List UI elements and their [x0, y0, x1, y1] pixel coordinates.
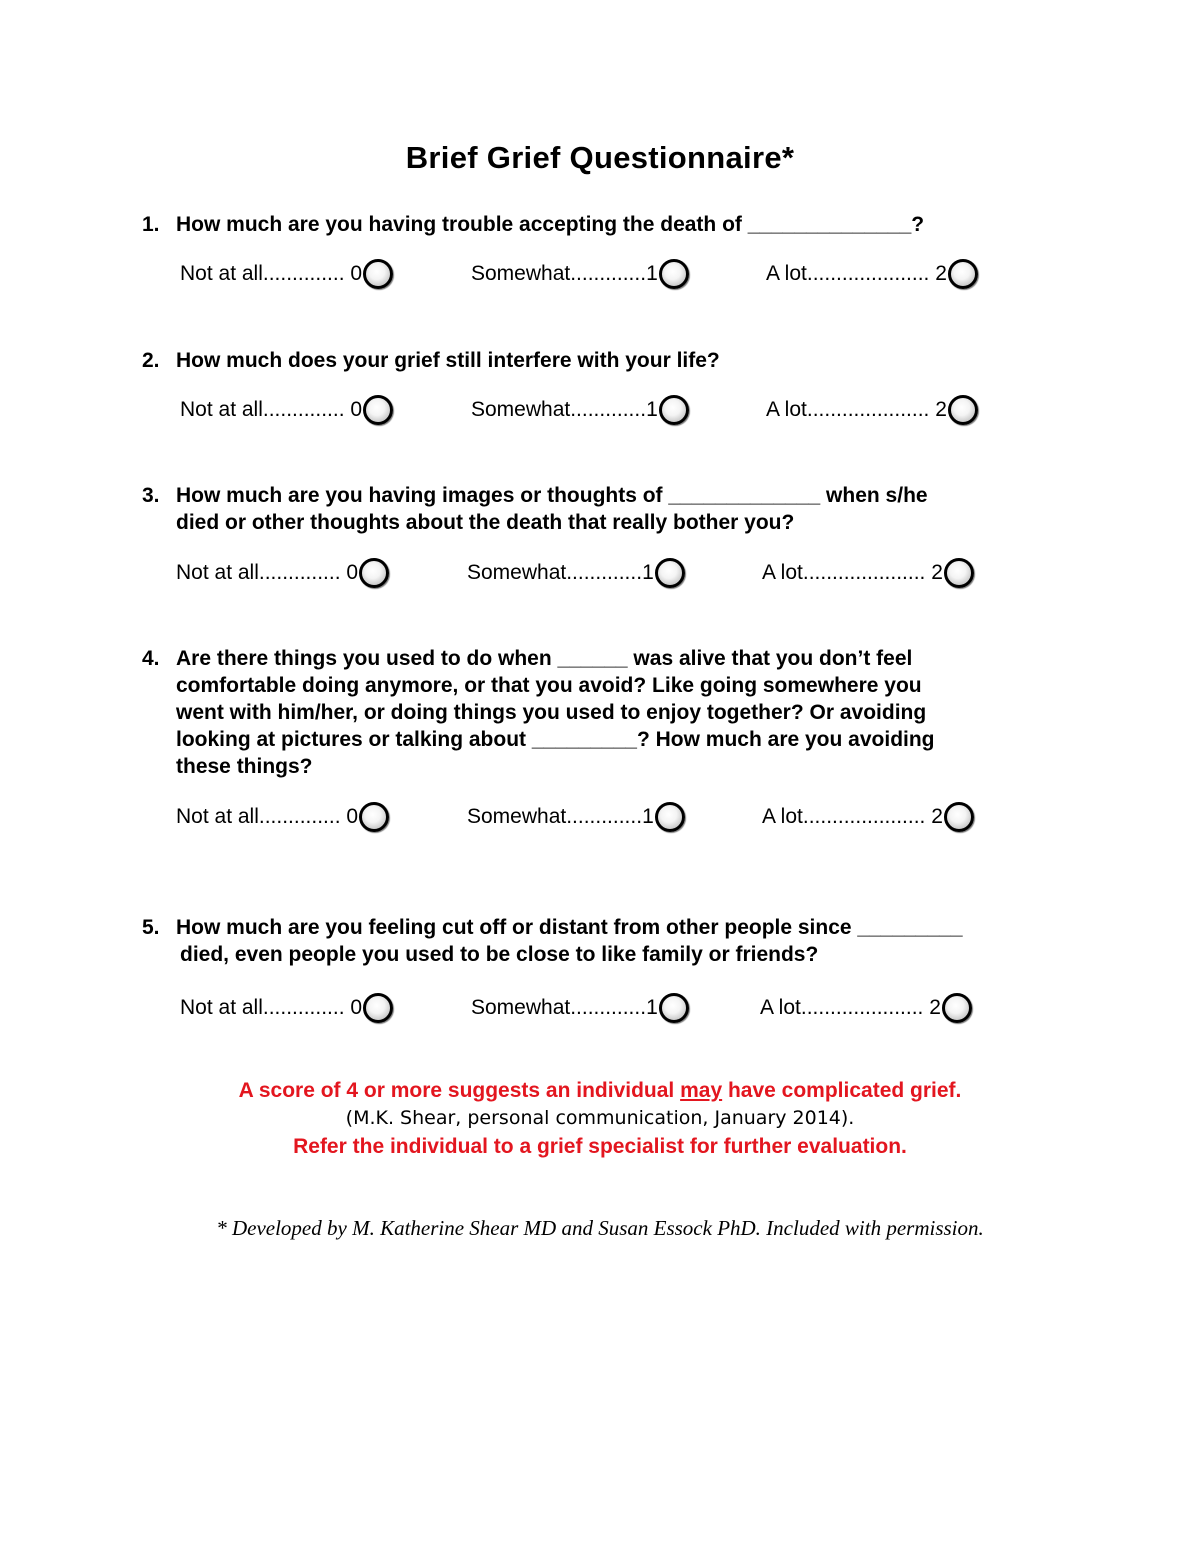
question-text: these things? [176, 755, 313, 778]
option-not-at-all[interactable] [176, 558, 467, 588]
options-row-5 [180, 988, 1040, 1028]
options-row-4 [176, 797, 1036, 837]
option-somewhat[interactable] [467, 558, 762, 588]
option-label: Not at all.............. 0 [176, 561, 359, 584]
option-label: A lot..................... 2 [762, 805, 943, 828]
option-a-lot[interactable] [762, 558, 1022, 588]
question-number: 4. [142, 647, 160, 670]
question-text: went with him/her, or doing things you used to enjoy together? Or avoiding [176, 701, 927, 724]
score-note [0, 1079, 1200, 1103]
option-label: Not at all.............. 0 [180, 996, 363, 1019]
question-text: died, even people you used to be close to like family or friends? [180, 943, 819, 966]
option-label: Somewhat.............1 [471, 398, 658, 421]
options-row-3 [176, 553, 1036, 593]
question-text: Are there things you used to do when ______ was alive that you don’t feel [176, 647, 913, 670]
question-number: 5. [142, 916, 160, 939]
radio-bubble-1[interactable] [655, 802, 685, 832]
score-note-may: may [680, 1079, 723, 1102]
option-a-lot[interactable] [762, 802, 1022, 832]
radio-bubble-0[interactable] [359, 802, 389, 832]
option-somewhat[interactable] [471, 993, 760, 1023]
question-3 [142, 482, 1072, 536]
radio-bubble-2[interactable] [942, 993, 972, 1023]
question-text: looking at pictures or talking about _________? How much are you avoiding [176, 728, 935, 751]
option-somewhat[interactable] [467, 802, 762, 832]
score-note-before: A score of 4 or more suggests an individual [238, 1079, 681, 1102]
option-a-lot[interactable] [766, 259, 1026, 289]
option-not-at-all[interactable] [176, 802, 467, 832]
question-5 [142, 914, 1072, 968]
radio-bubble-0[interactable] [363, 993, 393, 1023]
radio-bubble-0[interactable] [359, 558, 389, 588]
question-number: 3. [142, 484, 160, 507]
option-a-lot[interactable] [766, 395, 1026, 425]
option-label: Somewhat.............1 [467, 561, 654, 584]
question-text: How much are you having trouble accepting the death of ______________? [176, 213, 925, 236]
radio-bubble-1[interactable] [659, 993, 689, 1023]
option-label: Somewhat.............1 [471, 262, 658, 285]
option-not-at-all[interactable] [180, 993, 471, 1023]
option-not-at-all[interactable] [180, 395, 471, 425]
option-not-at-all[interactable] [180, 259, 471, 289]
radio-bubble-1[interactable] [659, 395, 689, 425]
option-label: Not at all.............. 0 [180, 262, 363, 285]
question-number: 1. [142, 213, 160, 236]
question-number: 2. [142, 349, 160, 372]
radio-bubble-0[interactable] [363, 259, 393, 289]
question-text: How much are you feeling cut off or distant from other people since _________ [176, 916, 963, 939]
question-text: died or other thoughts about the death that really bother you? [176, 511, 795, 534]
citation: (M.K. Shear, personal communication, January 2014). [345, 1107, 855, 1129]
option-label: Not at all.............. 0 [180, 398, 363, 421]
option-label: A lot..................... 2 [760, 996, 941, 1019]
question-4 [142, 645, 1072, 780]
footer-credit: * Developed by M. Katherine Shear MD and Susan Essock PhD. Included with permission. [216, 1216, 984, 1240]
radio-bubble-2[interactable] [948, 259, 978, 289]
radio-bubble-0[interactable] [363, 395, 393, 425]
question-2 [142, 347, 1072, 374]
options-row-1 [180, 254, 1040, 294]
radio-bubble-2[interactable] [944, 802, 974, 832]
score-note-after: have complicated grief. [722, 1079, 962, 1102]
radio-bubble-2[interactable] [948, 395, 978, 425]
question-text: How much are you having images or thoughts of _____________ when s/he [176, 484, 928, 507]
option-somewhat[interactable] [471, 395, 766, 425]
question-text: comfortable doing anymore, or that you avoid? Like going somewhere you [176, 674, 922, 697]
option-label: A lot..................... 2 [766, 398, 947, 421]
page-title: Brief Grief Questionnaire* [405, 140, 795, 175]
option-label: A lot..................... 2 [766, 262, 947, 285]
option-label: Somewhat.............1 [471, 996, 658, 1019]
option-label: Somewhat.............1 [467, 805, 654, 828]
option-somewhat[interactable] [471, 259, 766, 289]
option-label: A lot..................... 2 [762, 561, 943, 584]
options-row-2 [180, 390, 1040, 430]
option-label: Not at all.............. 0 [176, 805, 359, 828]
radio-bubble-1[interactable] [659, 259, 689, 289]
radio-bubble-2[interactable] [944, 558, 974, 588]
radio-bubble-1[interactable] [655, 558, 685, 588]
option-a-lot[interactable] [760, 993, 1020, 1023]
question-text: How much does your grief still interfere with your life? [176, 349, 720, 372]
refer-note: Refer the individual to a grief specialist for further evaluation. [293, 1135, 907, 1158]
question-1 [142, 211, 1072, 238]
